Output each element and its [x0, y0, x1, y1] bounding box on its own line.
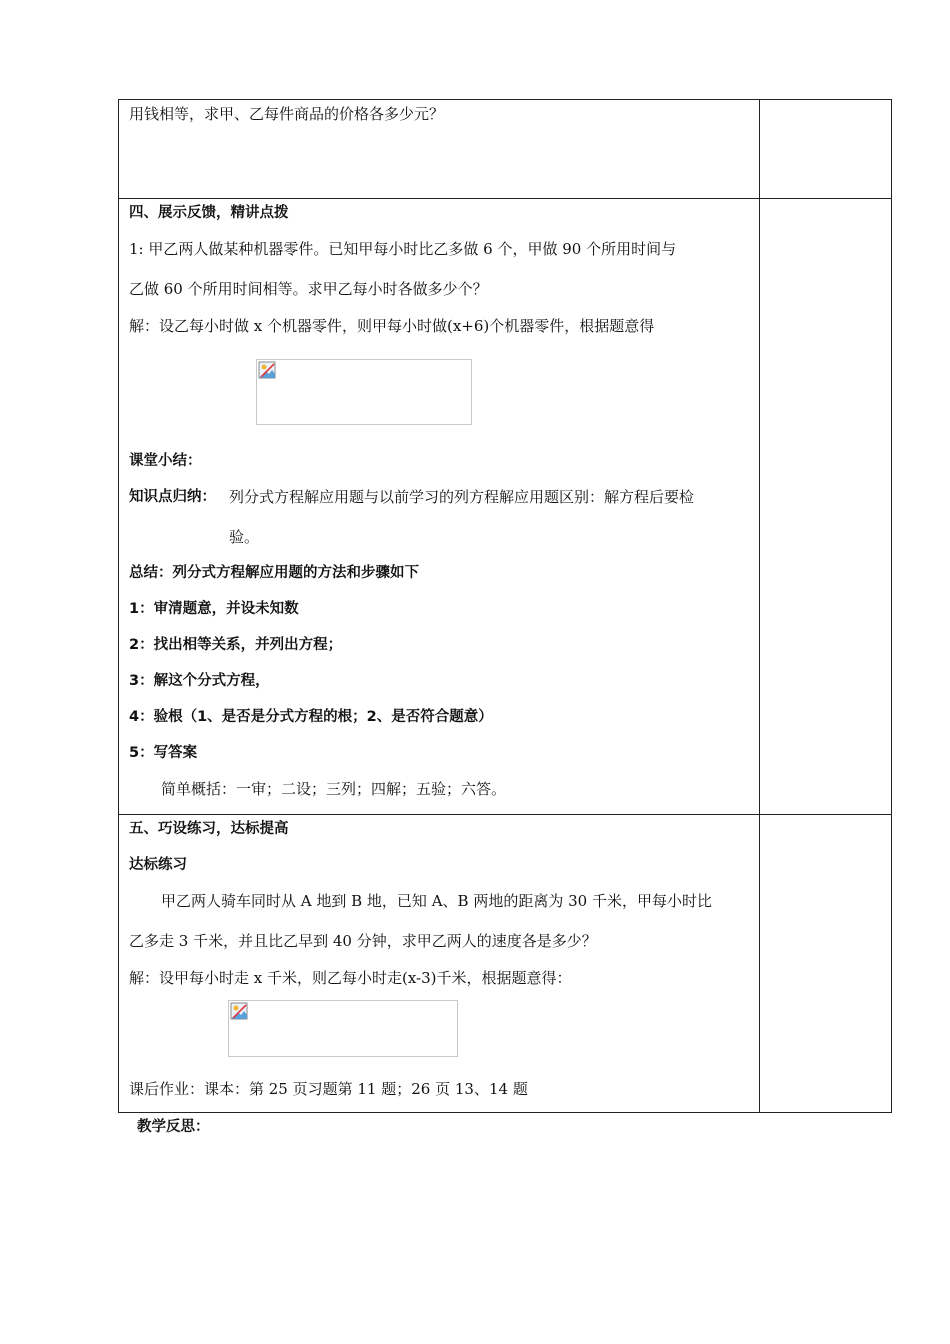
- knowledge-label: 知识点归纳：: [129, 489, 216, 505]
- section5-heading: 五、巧设练习，达标提高: [129, 821, 289, 837]
- broken-image-icon: [230, 1002, 248, 1020]
- practice-solution: 解：设甲每小时走 x 千米，则乙每小时走(x-3)千米，根据题意得：: [129, 969, 572, 987]
- knowledge-text-2: 验。: [229, 528, 260, 546]
- knowledge-text-1: 列分式方程解应用题与以前学习的列方程解应用题区别：解方程后要检: [229, 488, 695, 506]
- practice-line2: 乙多走 3 千米，并且比乙早到 40 分钟，求甲乙两人的速度各是多少？: [129, 932, 597, 950]
- section4-heading: 四、展示反馈，精讲点拨: [129, 205, 289, 221]
- row1-text: 用钱相等，求甲、乙每件商品的价格各多少元？: [129, 105, 445, 123]
- step-4: 4：验根（1、是否是分式方程的根；2、是否符合题意）: [129, 709, 493, 725]
- practice-subheading: 达标练习: [129, 857, 187, 873]
- q1-solution: 解：设乙每小时做 x 个机器零件，则甲每小时做(x+6)个机器零件，根据题意得: [129, 317, 655, 335]
- homework: 课后作业：课本：第 25 页习题第 11 题；26 页 13、14 题: [129, 1080, 528, 1098]
- brief-summary: 简单概括：一审；二设；三列；四解；五验；六答。: [161, 780, 507, 798]
- lesson-table: [118, 99, 892, 1113]
- step-2: 2：找出相等关系，并列出方程；: [129, 637, 343, 653]
- row2-side: [760, 199, 892, 815]
- row2-content: [119, 199, 760, 815]
- step-5: 5：写答案: [129, 745, 198, 761]
- row3-content: [119, 815, 760, 1113]
- teaching-reflection: 教学反思：: [137, 1119, 210, 1135]
- step-3: 3：解这个分式方程，: [129, 673, 270, 689]
- row1-side: [760, 100, 892, 199]
- equation-image-2: [228, 1000, 458, 1057]
- step-1: 1：审清题意，并设未知数: [129, 601, 299, 617]
- row3-side: [760, 815, 892, 1113]
- row1-content: [119, 100, 760, 199]
- q1-line1: 1: 甲乙两人做某种机器零件。已知甲每小时比乙多做 6 个，甲做 90 个所用时间与: [129, 240, 677, 258]
- steps-title: 总结：列分式方程解应用题的方法和步骤如下: [129, 565, 419, 581]
- practice-line1: 甲乙两人骑车同时从 A 地到 B 地，已知 A、B 两地的距离为 30 千米，甲每小时比: [161, 892, 712, 910]
- equation-image-1: [256, 359, 472, 425]
- q1-line2: 乙做 60 个所用时间相等。求甲乙每小时各做多少个？: [129, 280, 488, 298]
- summary-title: 课堂小结：: [129, 453, 202, 469]
- broken-image-icon: [258, 361, 276, 379]
